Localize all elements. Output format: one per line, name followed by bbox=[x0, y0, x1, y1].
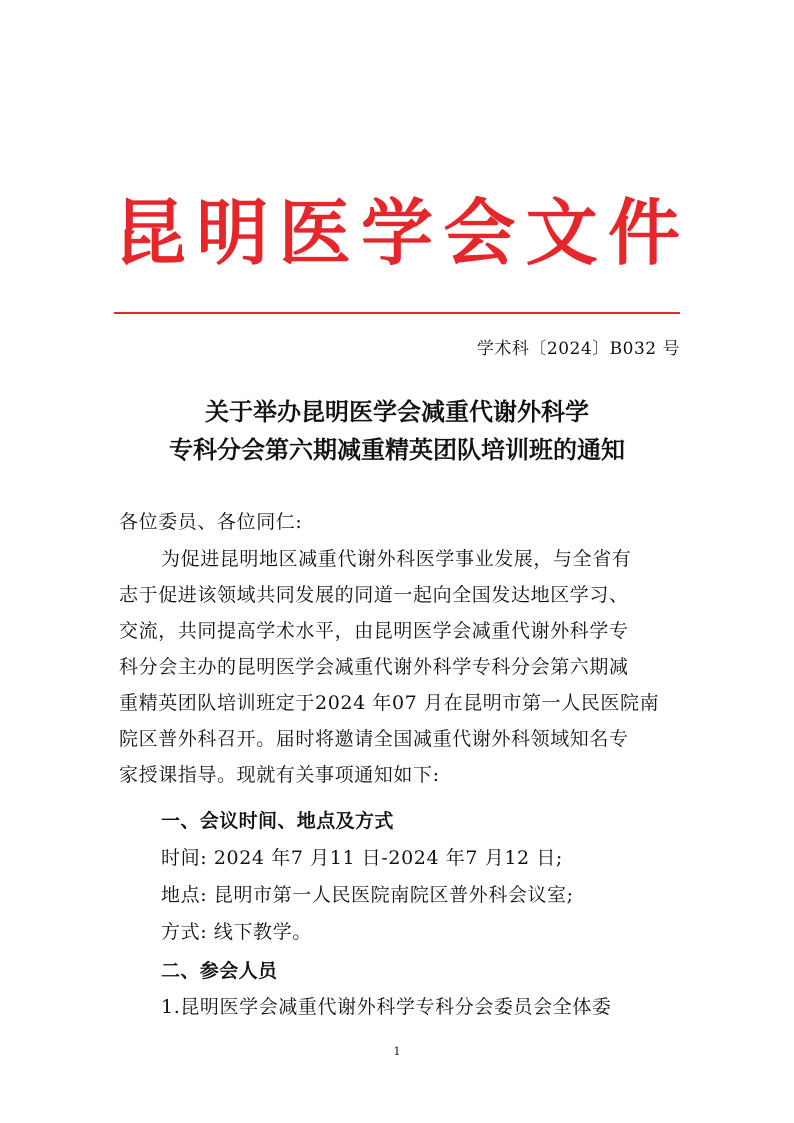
document-number: 学术科〔2024〕B032 号 bbox=[476, 339, 680, 359]
paragraph-line: 交流，共同提高学术水平，由昆明医学会减重代谢外科学专 bbox=[119, 620, 629, 642]
paragraph-line: 为促进昆明地区减重代谢外科医学事业发展，与全省有 bbox=[161, 548, 632, 570]
notice-title-line-1: 关于举办昆明医学会减重代谢外科学 bbox=[205, 397, 589, 426]
section-heading-attendees: 二、参会人员 bbox=[161, 960, 278, 982]
notice-title-line-2: 专科分会第六期减重精英团队培训班的通知 bbox=[169, 435, 625, 464]
meeting-place: 地点: 昆明市第一人民医院南院区普外科会议室; bbox=[161, 884, 574, 906]
paragraph-line: 志于促进该领域共同发展的同道一起向全国发达地区学习、 bbox=[119, 584, 629, 606]
paragraph-line: 重精英团队培训班定于2024 年07 月在昆明市第一人民医院南 bbox=[119, 692, 660, 714]
paragraph-line: 家授课指导。现就有关事项通知如下: bbox=[119, 764, 440, 786]
meeting-time: 时间: 2024 年7 月11 日-2024 年7 月12 日; bbox=[161, 847, 563, 869]
salutation: 各位委员、各位同仁: bbox=[119, 511, 303, 533]
attendee-item-1: 1.昆明医学会减重代谢外科学专科分会委员会全体委 bbox=[161, 996, 612, 1018]
red-divider-line bbox=[114, 312, 680, 314]
header-char: 学 bbox=[360, 191, 433, 275]
page-number: 1 bbox=[393, 1045, 401, 1058]
header-char: 文 bbox=[525, 191, 598, 275]
header-char: 昆 bbox=[114, 191, 187, 275]
section-heading-meeting-info: 一、会议时间、地点及方式 bbox=[161, 810, 394, 832]
header-char: 医 bbox=[278, 191, 351, 275]
header-char: 明 bbox=[196, 191, 269, 275]
paragraph-line: 科分会主办的昆明医学会减重代谢外科学专科分会第六期减 bbox=[119, 656, 629, 678]
meeting-mode: 方式: 线下教学。 bbox=[161, 921, 312, 943]
document-header-title bbox=[114, 188, 680, 278]
paragraph-line: 院区普外科召开。届时将邀请全国减重代谢外科领域知名专 bbox=[119, 728, 629, 750]
header-char: 件 bbox=[607, 191, 680, 275]
header-char: 会 bbox=[443, 191, 516, 275]
